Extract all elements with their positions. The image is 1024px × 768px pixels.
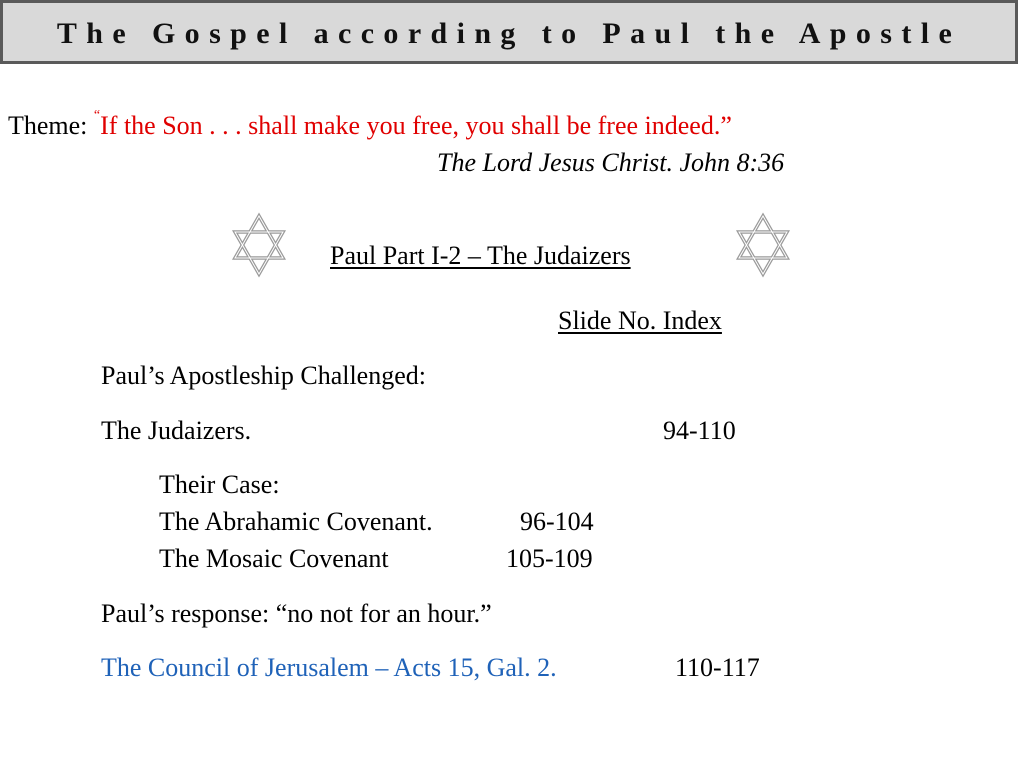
slide-range: 96-104 (520, 507, 594, 536)
slide-range: 105-109 (506, 544, 593, 573)
star-of-david-icon (230, 212, 288, 278)
slide-range: 110-117 (675, 653, 760, 682)
list-item: The Council of Jerusalem – Acts 15, Gal. 2. (101, 653, 557, 682)
slide-range: 94-110 (663, 416, 736, 445)
index-header: Slide No. Index (558, 306, 722, 335)
star-of-david-icon (734, 212, 792, 278)
list-item: The Abrahamic Covenant. (159, 507, 433, 536)
part-heading: Paul Part I-2 – The Judaizers (330, 241, 631, 270)
theme-label: Theme: (8, 111, 88, 140)
theme-quote: If the Son . . . shall make you free, you shall be free indeed. (100, 111, 721, 140)
theme-quote-open: “ (93, 108, 101, 123)
list-item: Paul’s response: “no not for an hour.” (101, 599, 492, 628)
title-bar (0, 0, 1018, 64)
theme-line (8, 108, 732, 140)
list-item: The Mosaic Covenant (159, 544, 389, 573)
theme-quote-close: ” (720, 111, 732, 140)
page-title: The Gospel according to Paul the Apostle (56, 17, 962, 50)
theme-attribution: The Lord Jesus Christ. John 8:36 (437, 148, 785, 177)
list-item: Paul’s Apostleship Challenged: (101, 361, 426, 390)
list-item: Their Case: (159, 470, 280, 499)
list-item: The Judaizers. (101, 416, 252, 445)
